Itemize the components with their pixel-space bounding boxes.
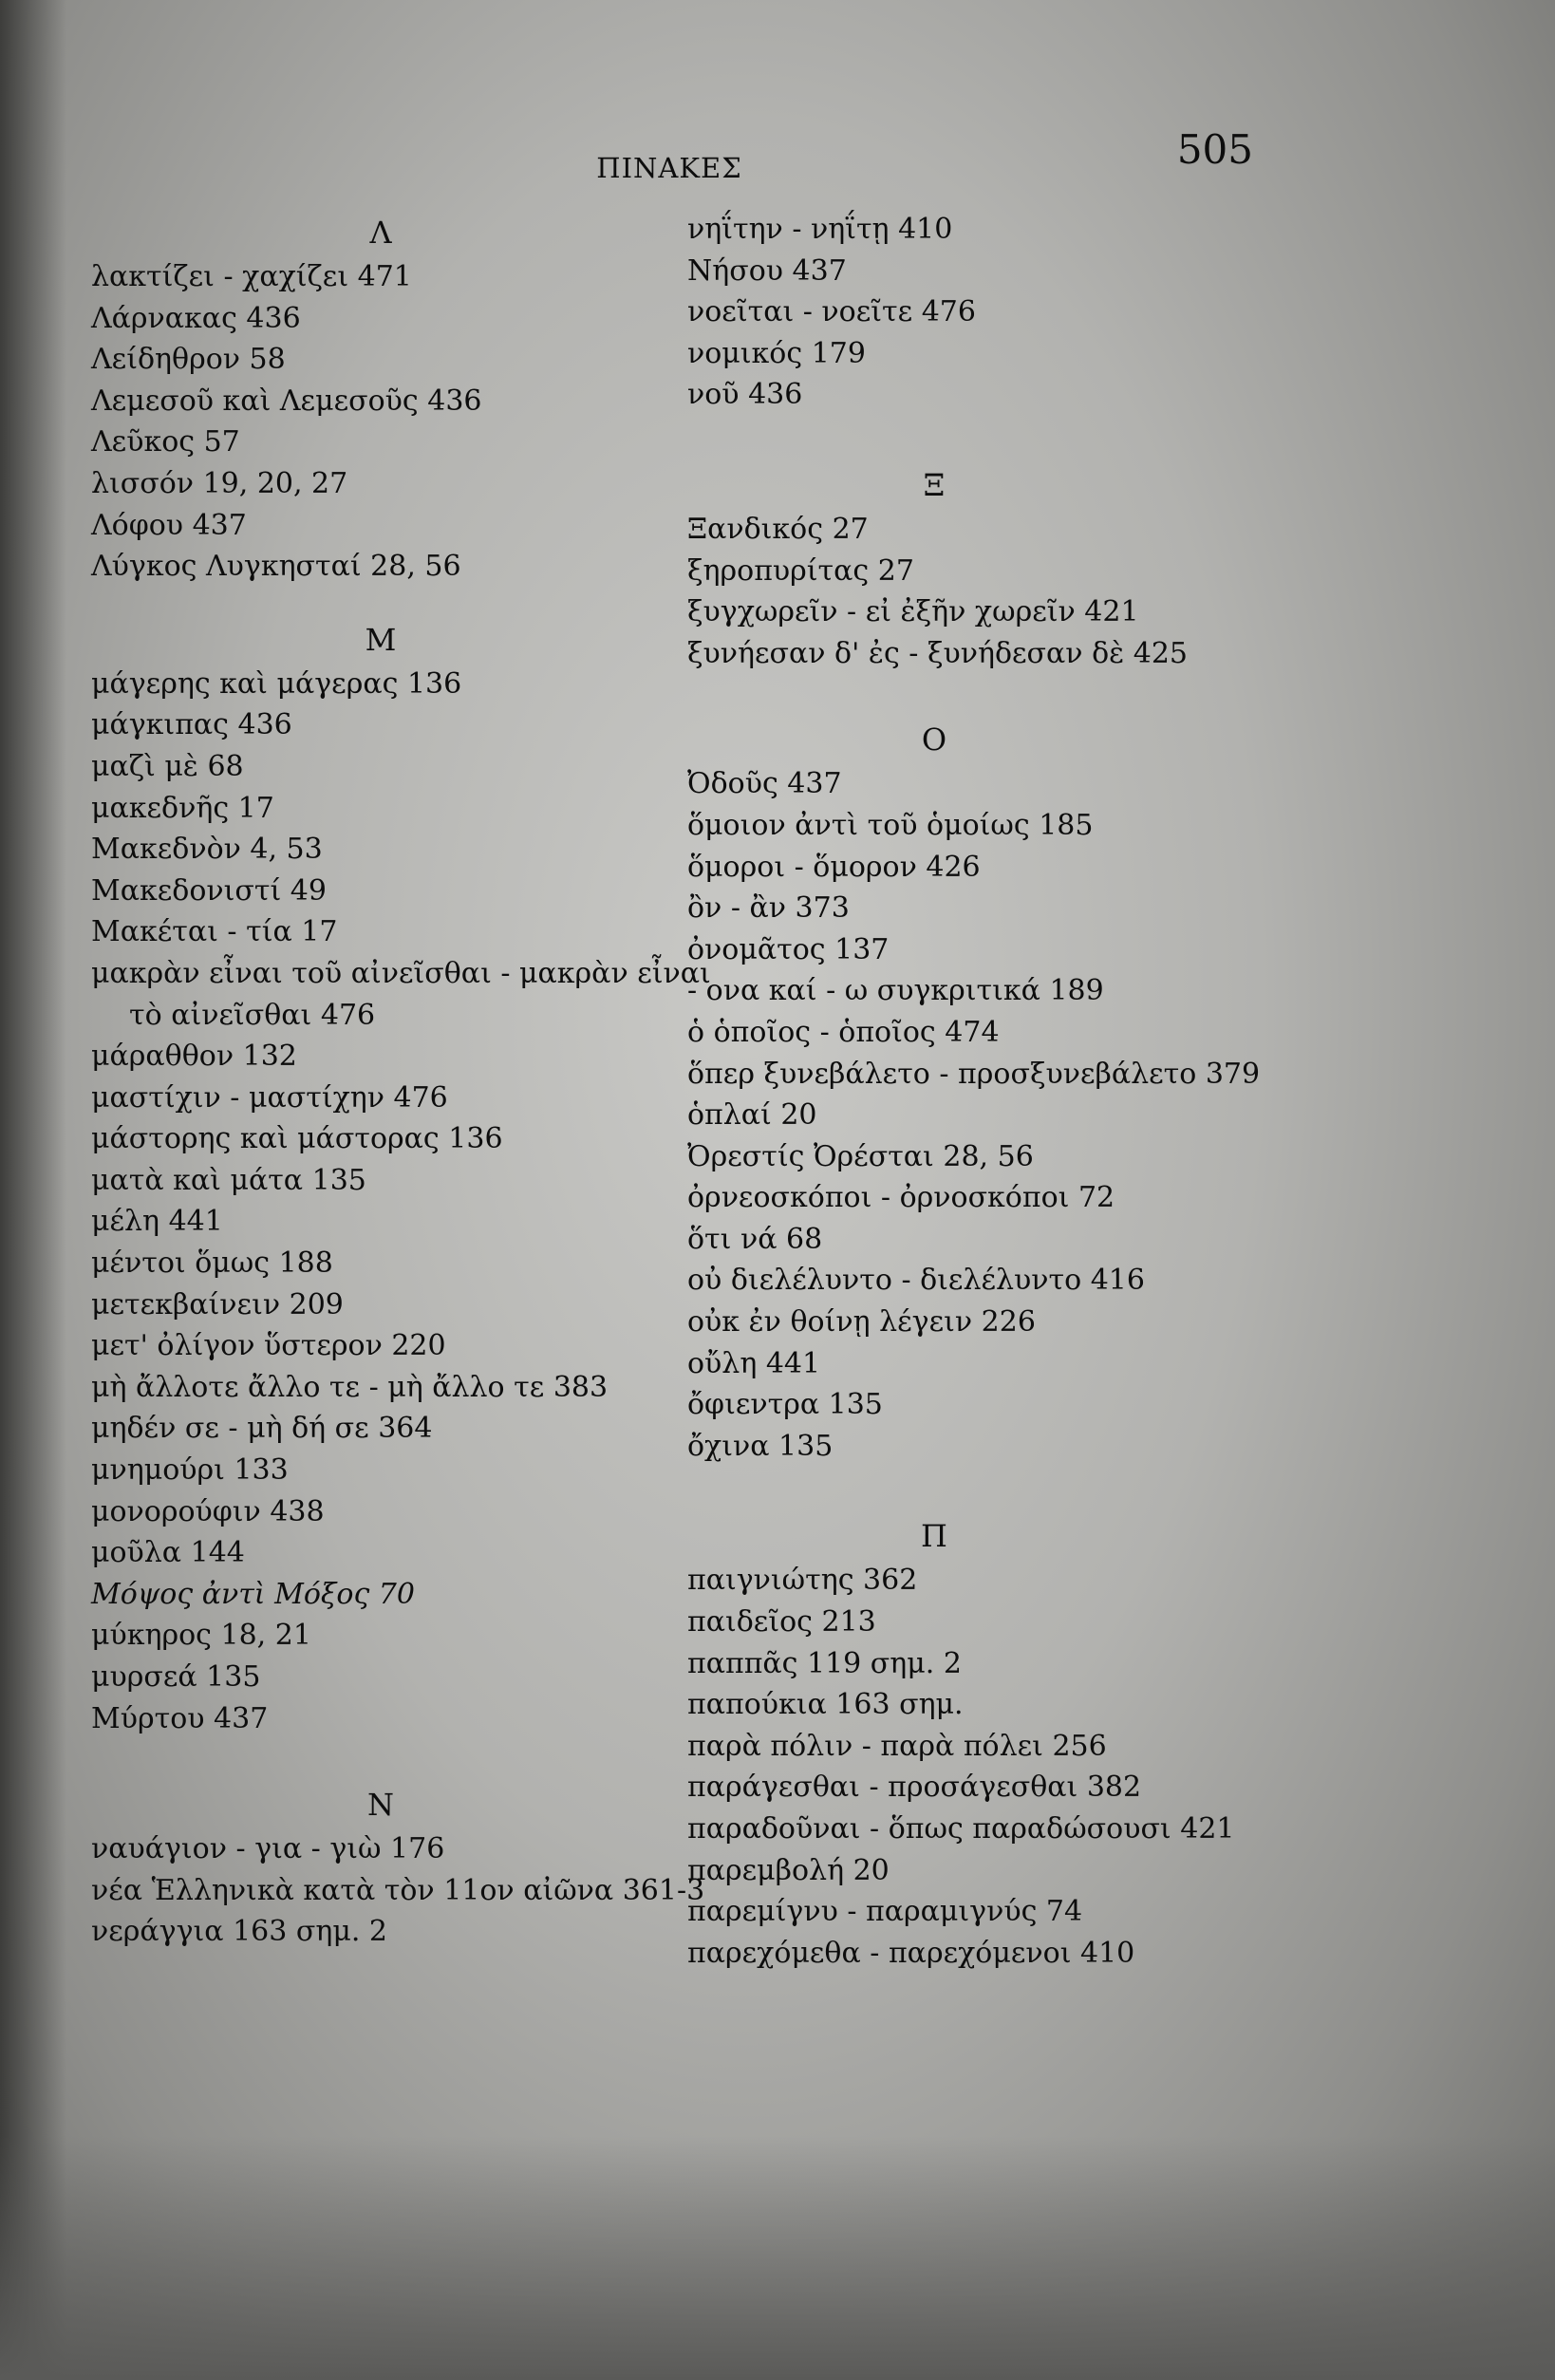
index-entry: νηΐτην - νηΐτῃ 410 (687, 213, 953, 246)
index-entry: παιγνιώτης 362 (687, 1564, 918, 1598)
page-edge-shadow (0, 0, 66, 2380)
index-entry: μονορούφιν 438 (91, 1494, 325, 1528)
index-section (687, 461, 1189, 674)
index-section (91, 616, 711, 1739)
index-entry: νεράγγια 163 σημ. 2 (91, 1915, 387, 1949)
index-entry: νοῦ 436 (687, 378, 803, 412)
index-entry: ξυγχωρεῖν - εἰ ἐξῆν χωρεῖν 421 (687, 595, 1139, 629)
index-entry: μάστορης καὶ μάστορας 136 (91, 1122, 503, 1156)
running-title: ΠΙΝΑΚΕΣ (596, 152, 742, 184)
index-entry: ὁπλαί 20 (687, 1098, 817, 1133)
index-entry: λακτίζει - χαχίζει 471 (91, 260, 412, 293)
index-entry: παρεμβολή 20 (687, 1853, 890, 1887)
index-entry: Λύγκος Λυγκησταί 28, 56 (91, 550, 461, 584)
index-entry: παρεχόμεθα - παρεχόμενοι 410 (687, 1936, 1135, 1970)
section-letter: Π (921, 1518, 947, 1555)
index-entry: Μακεδνὸν 4, 53 (91, 833, 323, 867)
index-entry: τὸ αἰνεῖσθαι 476 (129, 998, 376, 1032)
index-entry: ξυνήεσαν δ' ἐς - ξυνήδεσαν δὲ 425 (687, 636, 1189, 670)
index-entry: Λεμεσοῦ καὶ Λεμεσοῦς 436 (91, 384, 482, 418)
index-entry: ὅμοιον ἀντὶ τοῦ ὁμοίως 185 (687, 808, 1094, 842)
index-entry: Μόψος ἀντὶ Μόξος 70 (91, 1577, 415, 1611)
index-entry: ὄφιεντρα 135 (687, 1388, 883, 1422)
index-entry: Μακεδονιστί 49 (91, 873, 327, 908)
index-entry: Λόφου 437 (91, 508, 247, 542)
index-entry: νοεῖται - νοεῖτε 476 (687, 295, 976, 329)
index-entry: μακεδνῆς 17 (91, 791, 274, 825)
index-section (91, 1781, 705, 1953)
index-entry: οὐ διελέλυντο - διελέλυντο 416 (687, 1264, 1145, 1298)
index-entry: Λείδηθρον 58 (91, 343, 286, 377)
section-letter: Μ (365, 621, 397, 658)
section-letter: Λ (369, 215, 392, 251)
index-entry: παρὰ πόλιν - παρὰ πόλει 256 (687, 1729, 1107, 1763)
index-entry: λισσόν 19, 20, 27 (91, 466, 348, 500)
index-entry: μάγερης καὶ μάγερας 136 (91, 666, 462, 701)
index-entry: Μύρτου 437 (91, 1701, 269, 1735)
index-entry: ματὰ καὶ μάτα 135 (91, 1163, 366, 1197)
index-entry: μετ' ὀλίγον ὕστερον 220 (91, 1329, 446, 1363)
index-column-right (687, 209, 1261, 1974)
index-entry: ὂν - ἂν 373 (687, 891, 850, 926)
index-entry: ὀνομᾶτος 137 (687, 932, 890, 966)
index-entry: μάγκιπας 436 (91, 708, 292, 742)
index-entry: νέα Ἑλληνικὰ κατὰ τὸν 11ον αἰῶνα 361-3 (91, 1873, 705, 1907)
index-entry: ὀρνεοσκόποι - ὀρνοσκόποι 72 (687, 1181, 1115, 1215)
index-entry: Ὀρεστίς Ὀρέσται 28, 56 (687, 1139, 1034, 1173)
section-letter: Ξ (923, 466, 946, 503)
index-entry: παράγεσθαι - προσάγεσθαι 382 (687, 1771, 1142, 1805)
index-entry: παιδεῖος 213 (687, 1605, 876, 1640)
index-entry: Ξανδικός 27 (687, 512, 869, 546)
index-entry: - ονα καί - ω συγκριτικά 189 (687, 974, 1104, 1008)
index-entry: παραδοῦναι - ὅπως παραδώσουσι 421 (687, 1812, 1235, 1846)
index-entry: μνημούρι 133 (91, 1453, 289, 1488)
index-entry: Λεῦκος 57 (91, 425, 240, 459)
page-bottom-shadow (0, 2136, 1555, 2380)
index-section (687, 716, 1261, 1467)
index-column-left (91, 209, 711, 1953)
index-entry: Μακέται - τία 17 (91, 915, 338, 949)
index-entry: μηδέν σε - μὴ δή σε 364 (91, 1412, 433, 1446)
section-letter: Ν (367, 1787, 394, 1824)
index-entry: παρεμίγνυ - παραμιγνύς 74 (687, 1895, 1083, 1929)
index-entry: μέλη 441 (91, 1205, 223, 1239)
index-entry: μέντοι ὅμως 188 (91, 1246, 333, 1281)
index-entry: μύκηρος 18, 21 (91, 1619, 311, 1653)
index-entry: μυρσεά 135 (91, 1660, 261, 1694)
index-entry: ξηροπυρίτας 27 (687, 553, 914, 588)
index-entry: Ὀδοῦς 437 (687, 767, 842, 801)
index-entry: μακρὰν εἶναι τοῦ αἰνεῖσθαι - μακρὰν εἶναι (91, 956, 711, 990)
page-number: 505 (1176, 126, 1253, 173)
index-entry: ὄχινα 135 (687, 1429, 834, 1463)
index-section (687, 1512, 1235, 1974)
index-entry: μοῦλα 144 (91, 1536, 245, 1570)
index-entry: ὅτι νά 68 (687, 1222, 823, 1256)
index-entry: ναυάγιον - για - γιὼ 176 (91, 1832, 445, 1866)
index-entry: μαζὶ μὲ 68 (91, 749, 244, 783)
index-entry: μὴ ἄλλοτε ἄλλο τε - μὴ ἄλλο τε 383 (91, 1370, 609, 1404)
index-entry: ὁ ὁποῖος - ὁποῖος 474 (687, 1015, 1000, 1049)
index-entry: οὔλη 441 (687, 1346, 821, 1380)
index-entry: μάραθθον 132 (91, 1040, 297, 1074)
section-letter: Ο (921, 721, 947, 759)
index-entry: παππᾶς 119 σημ. 2 (687, 1646, 962, 1680)
index-entry: μαστίχιν - μαστίχην 476 (91, 1080, 448, 1115)
index-section (91, 209, 670, 588)
index-entry: Νήσου 437 (687, 253, 847, 288)
index-entry: μετεκβαίνειν 209 (91, 1287, 344, 1321)
index-entry: παπούκια 163 σημ. (687, 1688, 964, 1722)
index-entry: ὅμοροι - ὅμορον 426 (687, 850, 981, 884)
index-section (687, 209, 1181, 416)
index-entry: ὅπερ ξυνεβάλετο - προσξυνεβάλετο 379 (687, 1057, 1261, 1091)
index-entry: νομικός 179 (687, 336, 866, 370)
index-entry: Λάρνακας 436 (91, 301, 301, 335)
index-entry: οὐκ ἐν θοίνῃ λέγειν 226 (687, 1305, 1036, 1340)
